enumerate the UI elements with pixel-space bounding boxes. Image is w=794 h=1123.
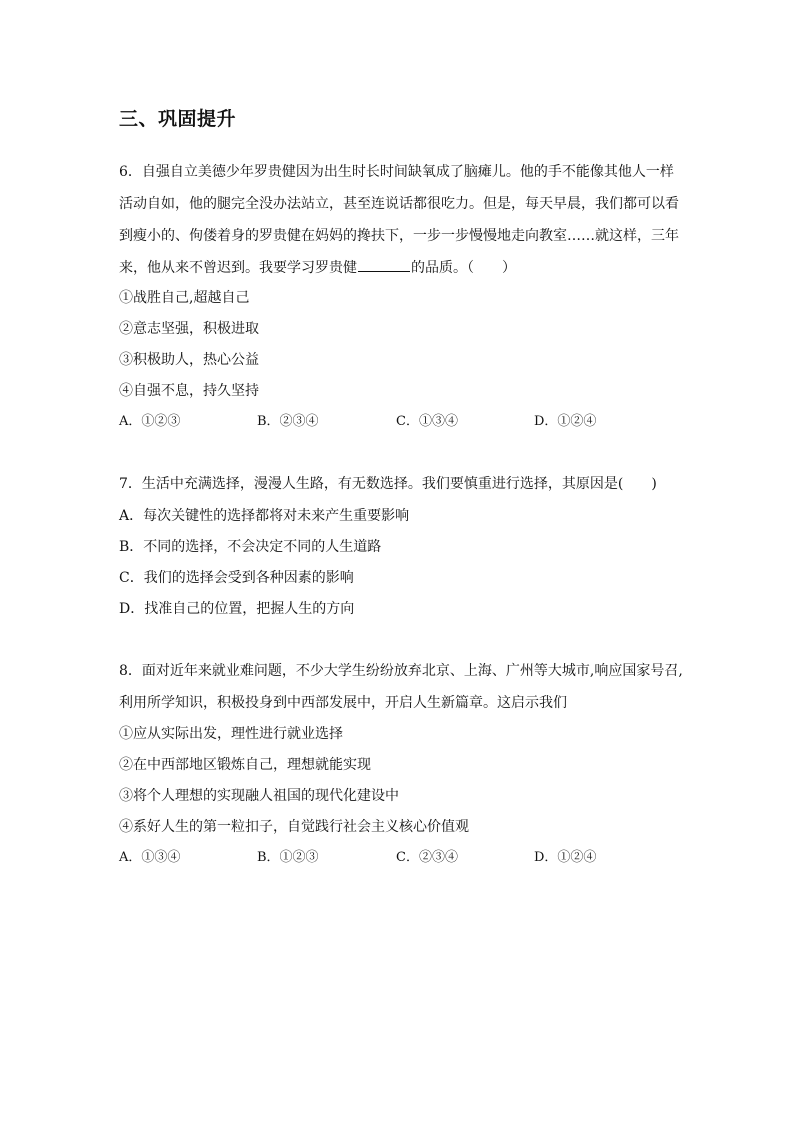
q8-stem-line-1: 8．面对近年来就业难问题，不少大学生纷纷放弃北京、上海、广州等大城市,响应国家号召, [119, 663, 683, 679]
q8-option-b: B．①②③ [257, 850, 319, 865]
q8-option-a: A．①③④ [119, 850, 181, 865]
q7-choice-d: D．找准自己的位置，把握人生的方向 [119, 601, 355, 617]
q7-choice-b: B．不同的选择，不会决定不同的人生道路 [119, 539, 382, 555]
q8-option-c: C．②③④ [396, 850, 458, 865]
section-title: 三、巩固提升 [119, 108, 237, 130]
q8-item-2: ②在中西部地区锻炼自己，理想就能实现 [119, 757, 371, 773]
q6-item-4: ④自强不息，持久坚持 [119, 383, 259, 399]
answer-blank [358, 257, 410, 272]
q6-stem-line-3: 到瘦小的、佝偻着身的罗贵健在妈妈的搀扶下，一步一步慢慢地走向教室……就这样，三年 [119, 228, 679, 244]
q6-option-d: D．①②④ [534, 414, 597, 429]
q7-choice-a: A．每次关键性的选择都将对未来产生重要影响 [119, 508, 410, 524]
q8-options [119, 848, 679, 868]
q6-stem-text-before-blank: 来，他从来不曾迟到。我要学习罗贵健 [119, 260, 357, 276]
q6-stem-line-2: 活动自如，他的腿完全没办法站立，甚至连说话都很吃力。但是，每天早晨，我们都可以看 [119, 196, 679, 212]
q6-item-1: ①战胜自己,超越自己 [119, 290, 250, 306]
q8-item-3: ③将个人理想的实现融人祖国的现代化建设中 [119, 788, 399, 804]
q8-stem-line-2: 利用所学知识，积极投身到中西部发展中，开启人生新篇章。这启示我们 [119, 695, 567, 711]
q6-stem-line-4 [119, 257, 516, 278]
q6-item-3: ③积极助人，热心公益 [119, 352, 259, 368]
q7-stem: 7．生活中充满选择，漫漫人生路，有无数选择。我们要慎重进行选择，其原因是( ) [119, 476, 657, 492]
q6-stem-text-after-blank: 的品质。（ ） [411, 260, 516, 276]
q6-item-2: ②意志坚强，积极进取 [119, 321, 259, 337]
q6-option-b: B．②③④ [257, 414, 319, 429]
q6-option-a: A．①②③ [119, 414, 181, 429]
q6-stem-line-1: 6．自强自立美德少年罗贵健因为出生时长时间缺氧成了脑瘫儿。他的手不能像其他人一样 [119, 164, 674, 180]
q6-option-c: C．①③④ [396, 414, 458, 429]
q8-item-4: ④系好人生的第一粒扣子，自觉践行社会主义核心价值观 [119, 819, 469, 835]
q6-options [119, 412, 679, 432]
q7-choice-c: C．我们的选择会受到各种因素的影响 [119, 570, 354, 586]
q8-option-d: D．①②④ [534, 850, 597, 865]
q8-item-1: ①应从实际出发，理性进行就业选择 [119, 726, 343, 742]
